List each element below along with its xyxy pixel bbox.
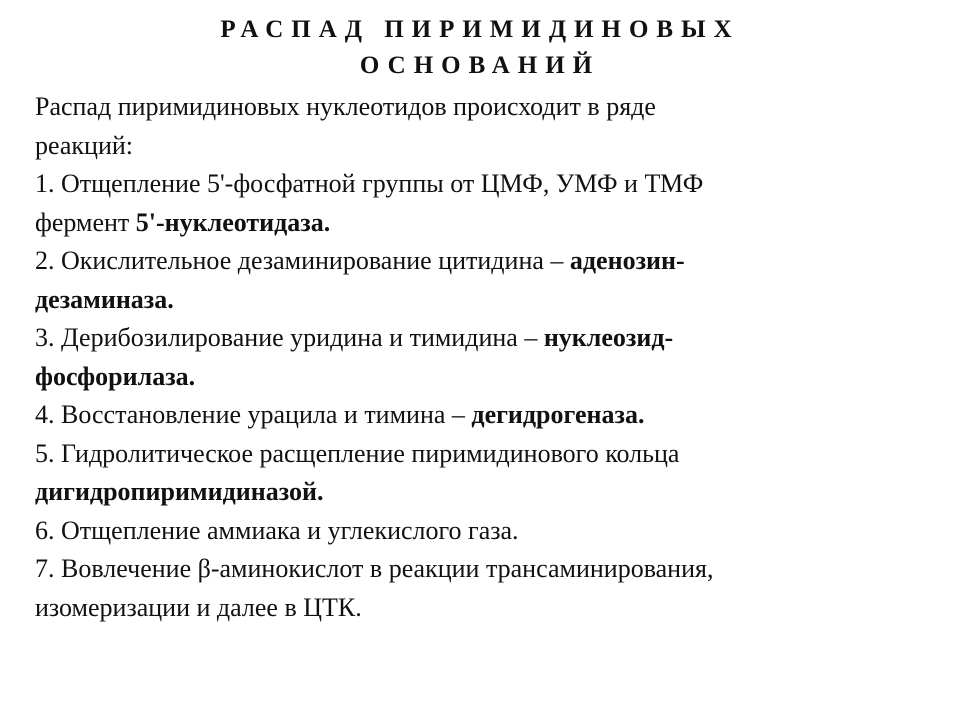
slide-title-line-1: РАСПАД ПИРИМИДИНОВЫХ: [220, 16, 740, 43]
item-2-line-1: [35, 242, 935, 281]
item-1-line-1: 1. Отщепление 5'-фосфатной группы от ЦМФ, УМФ и ТМФ: [35, 169, 704, 198]
slide-title: [0, 12, 960, 84]
item-3-text: 3. Дерибозилирование уридина и тимидина –: [35, 323, 544, 352]
item-4-line: [35, 396, 935, 435]
item-1-line-2: [35, 204, 935, 243]
item-7-line-2: изомеризации и далее в ЦТК.: [35, 592, 362, 622]
item-5-enzyme: дигидропиримидиназой.: [35, 477, 324, 506]
slide-title-line-2: ОСНОВАНИЙ: [359, 52, 601, 79]
item-5-line-2: [35, 473, 935, 512]
slide-body: [35, 88, 935, 627]
item-1-text: фермент: [35, 207, 136, 237]
item-3-enzyme-part-2: фосфорилаза.: [35, 361, 196, 391]
item-7-line-1: 7. Вовлечение β-аминокислот в реакции трансаминирования,: [35, 554, 714, 583]
item-2-line-2: [35, 281, 935, 320]
item-6-line: 6. Отщепление аммиака и углекислого газа.: [35, 515, 519, 545]
item-4-enzyme: дегидрогеназа.: [471, 400, 645, 429]
item-3-line-1: [35, 319, 935, 358]
intro-line-1: Распад пиримидиновых нуклеотидов происходит в ряде: [35, 92, 656, 121]
item-3-line-2: [35, 358, 935, 397]
intro-line-2: реакций:: [35, 130, 133, 160]
item-5-line-1: 5. Гидролитическое расщепление пиримидинового кольца: [35, 438, 680, 468]
item-1-enzyme: 5'-нуклеотидаза.: [135, 207, 331, 237]
item-3-enzyme-part-1: нуклеозид-: [543, 323, 674, 352]
item-2-text: 2. Окислительное дезаминирование цитидина –: [35, 246, 570, 275]
item-2-enzyme-part-2: дезаминаза.: [35, 284, 174, 314]
item-2-enzyme-part-1: аденозин-: [569, 246, 685, 275]
item-4-text: 4. Восстановление урацила и тимина –: [35, 400, 472, 429]
